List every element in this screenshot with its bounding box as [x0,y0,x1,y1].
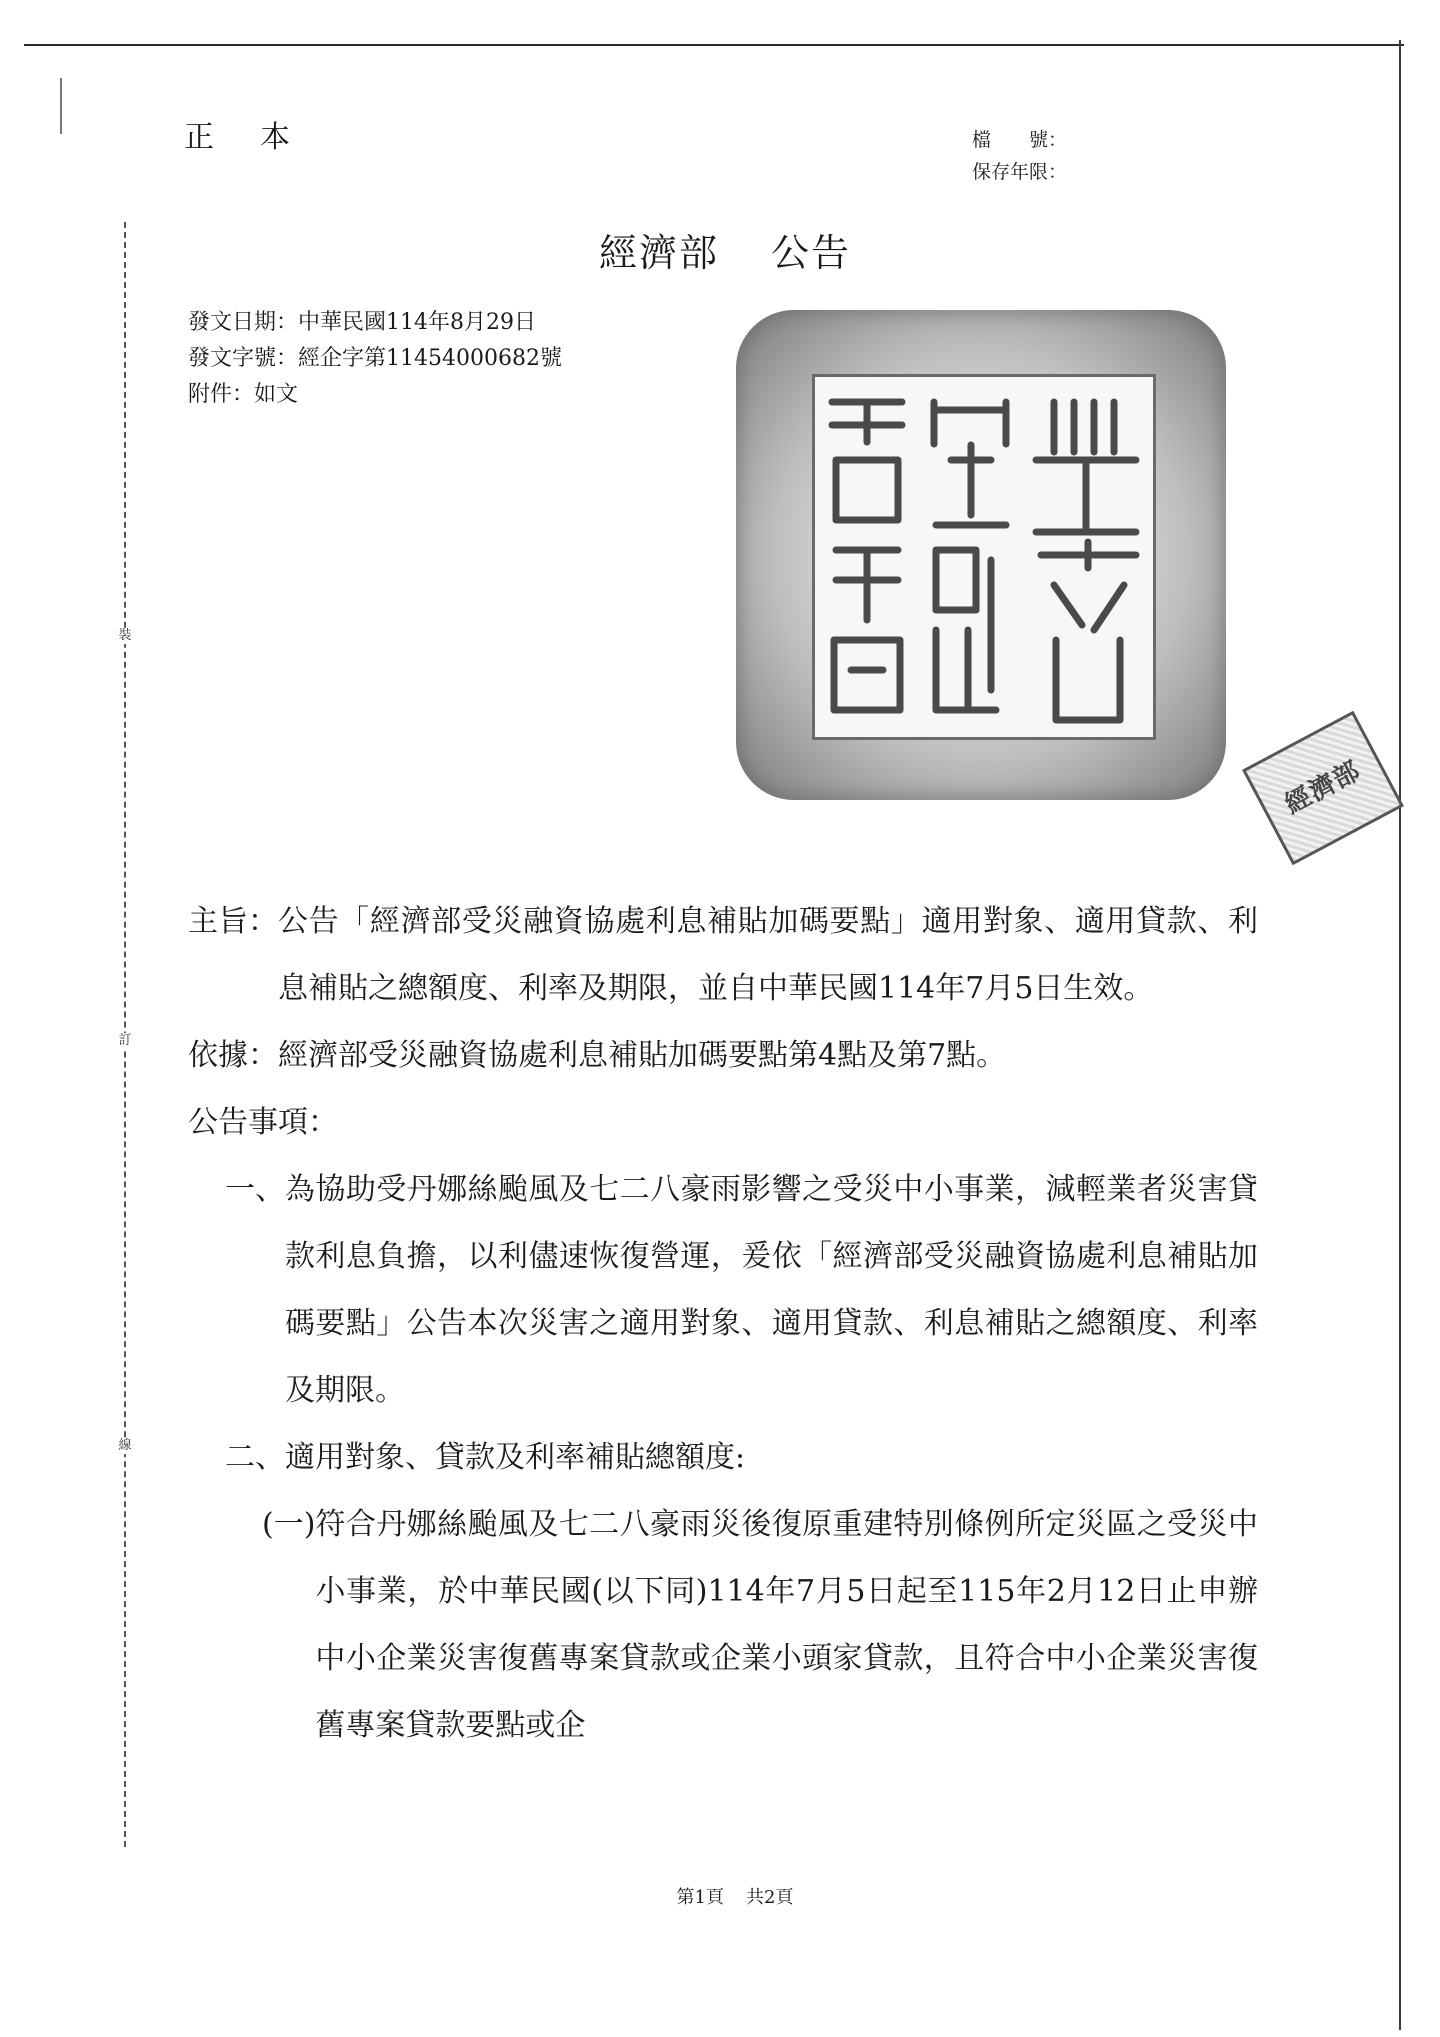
file-meta [972,124,1067,188]
subject-text: 公告「經濟部受災融資協處利息補貼加碼要點」適用對象、適用貸款、利息補貼之總額度、利率及期限，並自中華民國114年7月5日生效。 [278,904,1258,1006]
item-1-number: 一、 [225,1172,285,1207]
binding-mark-staple: 訂 [114,1033,136,1049]
item-1-text: 為協助受丹娜絲颱風及七二八豪雨影響之受災中小事業，減輕業者災害貸款利息負擔，以利儘速恢復營運，爰依「經濟部受災融資協處利息補貼加碼要點」公告本次災害之適用對象、適用貸款、利息補貼之總額度、利率及期限。 [285,1172,1258,1408]
issuing-agency: 經濟部 [598,231,719,275]
document-title [0,222,1440,277]
subitem-1-text: 符合丹娜絲颱風及七二八豪雨災後復原重建特別條例所定災區之受災中小事業，於中華民國(以下同)114年7月5日起至115年2月12日止申辦中小企業災害復舊專案貸款或企業小頭家貸款，且符合中小企業災害復舊專案貸款要點或企 [315,1507,1258,1743]
page-footer [0,1883,1440,1909]
basis-label: 依據： [188,1038,278,1073]
item-2-text: 適用對象、貸款及利率補貼總額度: [285,1440,746,1475]
basis-text: 經濟部受災融資協處利息補貼加碼要點第4點及第7點。 [278,1038,1007,1073]
item-2 [188,1424,1258,1491]
binding-mark-line: 線 [114,1438,136,1454]
seal-script-glyphs [736,310,1226,800]
small-stamp-text: 經濟部 [1280,755,1366,821]
binding-mark-bind: 裝 [114,628,136,644]
copy-label: 正 本 [184,120,298,155]
official-seal [736,310,1226,800]
document-type: 公告 [771,231,852,275]
issue-date: 發文日期：中華民國114年8月29日 [188,310,536,335]
top-rule [24,44,1404,46]
small-stamp [1242,711,1404,866]
subject-label: 主旨： [188,904,278,939]
issuance-meta [188,305,562,413]
file-number-label: 檔 號： [972,129,1068,151]
items-label: 公告事項： [188,1105,338,1140]
page-number: 第1頁 [676,1887,724,1908]
right-edge-rule [1399,40,1401,2030]
item-2-number: 二、 [225,1440,285,1475]
reference-number: 發文字號：經企字第11454000682號 [188,346,562,371]
item-1 [188,1156,1258,1424]
retention-label: 保存年限： [972,161,1068,183]
basis-paragraph [188,1022,1258,1089]
page-total: 共2頁 [746,1887,794,1908]
document-body [188,888,1258,1759]
attachment-note: 附件：如文 [188,382,299,407]
left-margin-mark [60,78,62,134]
subitem-1 [188,1491,1258,1759]
subject-paragraph [188,888,1258,1022]
subitem-1-number: (一) [262,1507,316,1542]
